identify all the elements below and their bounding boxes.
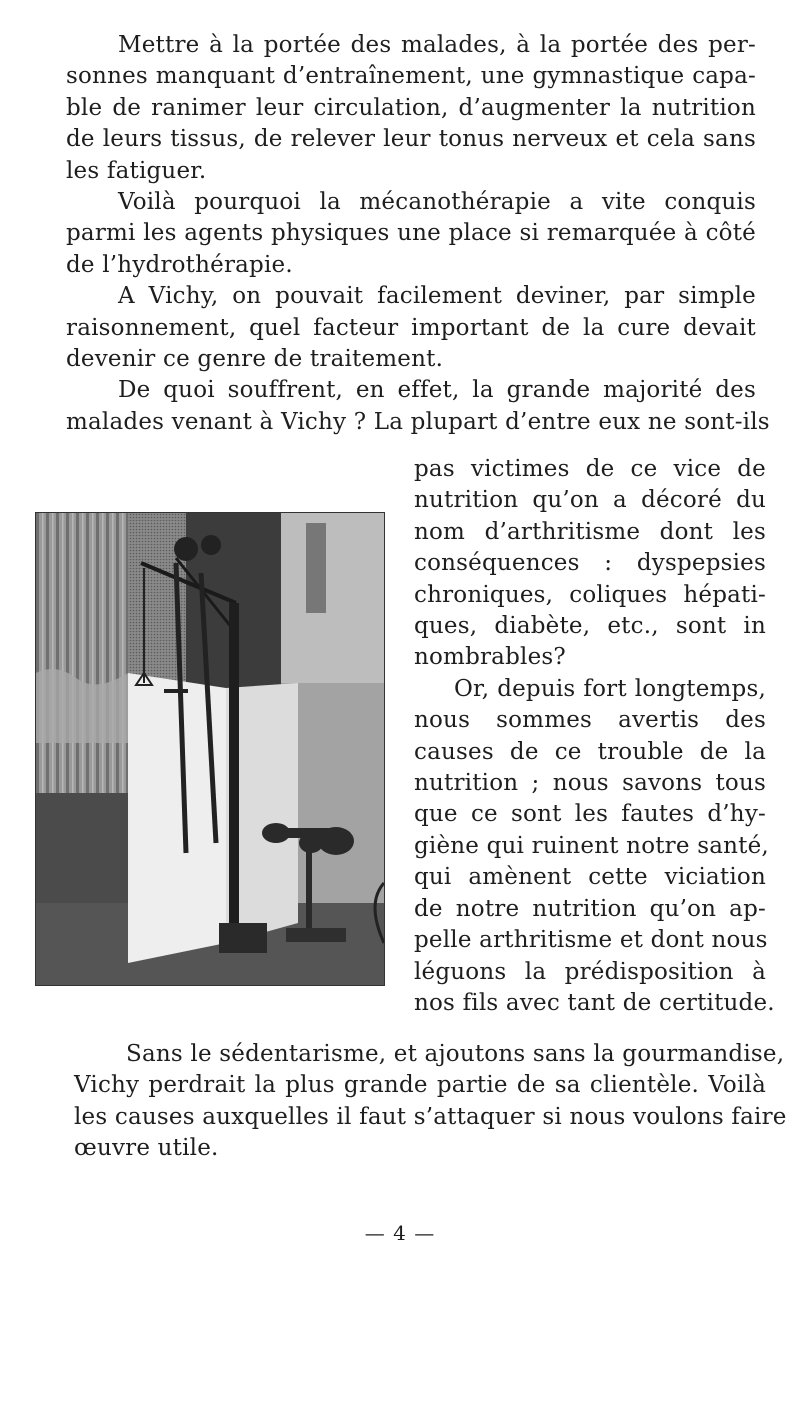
text-line: de l’hydrothérapie. — [66, 251, 293, 278]
text-line: les causes auxquelles il faut s’attaquer si nous voulons faire — [74, 1103, 787, 1130]
text-line: nutrition ; nous savons tous — [414, 770, 766, 797]
text-line: pas victimes de ce vice de — [414, 456, 766, 482]
text-line: Voilà pourquoi la mécanothérapie a vite conquis — [118, 189, 756, 216]
text-line: A Vichy, on pouvait facilement deviner, par simple — [118, 283, 756, 310]
text-line: ques, diabète, etc., sont in — [414, 613, 766, 640]
text-line: raisonnement, quel facteur important de la cure devait — [66, 314, 756, 341]
page-number: — 4 — — [364, 1221, 436, 1245]
text-line: de notre nutrition qu’on ap- — [414, 895, 766, 922]
text-line: conséquences : dyspepsies — [414, 550, 766, 577]
text-line: de leurs tissus, de relever leur tonus nerveux et cela sans — [66, 126, 756, 153]
text-line: sonnes manquant d’entraînement, une gymnastique capa- — [66, 63, 756, 90]
text-line: œuvre utile. — [74, 1135, 219, 1162]
text-block-top — [66, 30, 770, 438]
text-line: Or, depuis fort longtemps, — [454, 675, 766, 702]
text-line: chroniques, coliques hépati- — [414, 581, 766, 608]
text-line: nos fils avec tant de certitude. — [414, 989, 775, 1016]
mechanotherapy-photo — [35, 512, 385, 986]
text-line: Sans le sédentarisme, et ajoutons sans la gourmandise, — [126, 1041, 785, 1067]
text-line: nom d’arthritisme dont les — [414, 518, 766, 545]
text-line: malades venant à Vichy ? La plupart d’entre eux ne sont-ils — [66, 408, 770, 435]
mechanotherapy-apparatus-illustration — [36, 513, 384, 985]
text-line: Vichy perdrait la plus grande partie de sa clientèle. Voilà — [74, 1072, 766, 1099]
text-line: Mettre à la portée des malades, à la portée des per- — [118, 32, 756, 58]
text-line: causes de ce trouble de la — [414, 738, 766, 765]
text-line: devenir ce genre de traitement. — [66, 346, 444, 373]
text-line: ble de ranimer leur circulation, d’augmenter la nutrition — [66, 94, 756, 121]
text-line: qui amènent cette viciation — [414, 864, 766, 891]
text-line: nombrables? — [414, 644, 566, 671]
text-block-right — [414, 454, 775, 1019]
text-block-bottom — [74, 1039, 787, 1165]
text-line: nous sommes avertis des — [414, 707, 766, 734]
text-line: giène qui ruinent notre santé, — [414, 832, 769, 859]
text-line: parmi les agents physiques une place si remarquée à côté — [66, 220, 756, 247]
text-line: pelle arthritisme et dont nous — [414, 927, 768, 954]
text-line: nutrition qu’on a décoré du — [414, 487, 766, 514]
text-line: les fatiguer. — [66, 157, 207, 184]
text-line: que ce sont les fautes d’hy- — [414, 801, 766, 828]
text-line: léguons la prédisposition à — [414, 958, 766, 985]
text-line: De quoi souffrent, en effet, la grande majorité des — [118, 377, 756, 404]
